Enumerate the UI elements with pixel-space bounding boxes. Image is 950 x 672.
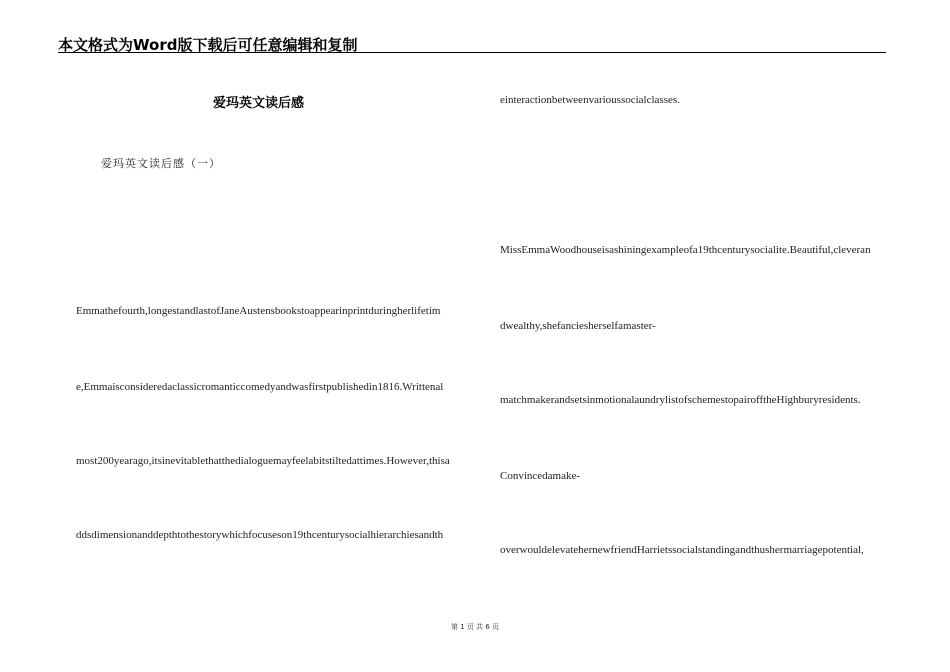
right-text-line-3: dwealthy,shefanciesherselfamaster- bbox=[500, 320, 656, 332]
right-text-line-2: MissEmmaWoodhouseisashiningexampleofa19thcenturysocialite.Beautiful,cleveran bbox=[500, 244, 871, 256]
header-divider bbox=[58, 52, 886, 53]
document-header: 本文格式为Word版下载后可任意编辑和复制 bbox=[58, 36, 358, 54]
page-number-footer: 第 1 页 共 6 页 bbox=[450, 623, 500, 631]
right-text-line-4: matchmakerandsetsinmotionalaundrylistofschemestopairofftheHighburyresidents. bbox=[500, 394, 861, 406]
right-text-line-5: Convincedamake- bbox=[500, 470, 581, 482]
left-text-line-2: e,Emmaisconsideredaclassicromanticcomedyandwasfirstpublishedin1816.Writtenal bbox=[76, 381, 444, 393]
left-text-line-3: most200yearago,itsinevitablethatthedialoguemayfeelabitstiltedattimes.However,thisa bbox=[76, 455, 450, 467]
left-text-line-4: ddsdimensionanddepthtothestorywhichfocuseson19thcenturysocialhierarchiesandth bbox=[76, 529, 444, 541]
document-title: 爱玛英文读后感 bbox=[213, 96, 305, 111]
left-text-line-1: Emmathefourth,longestandlastofJaneAustensbookstoappearinprintduringherlifetim bbox=[76, 305, 441, 317]
section-subtitle: 爱玛英文读后感（一） bbox=[101, 157, 221, 170]
right-text-line-6: overwouldelevatehernewfriendHarrietssocialstandingandthushermarriagepotential, bbox=[500, 544, 864, 556]
right-text-line-1: einteractionbetweenvarioussocialclasses. bbox=[500, 94, 680, 106]
